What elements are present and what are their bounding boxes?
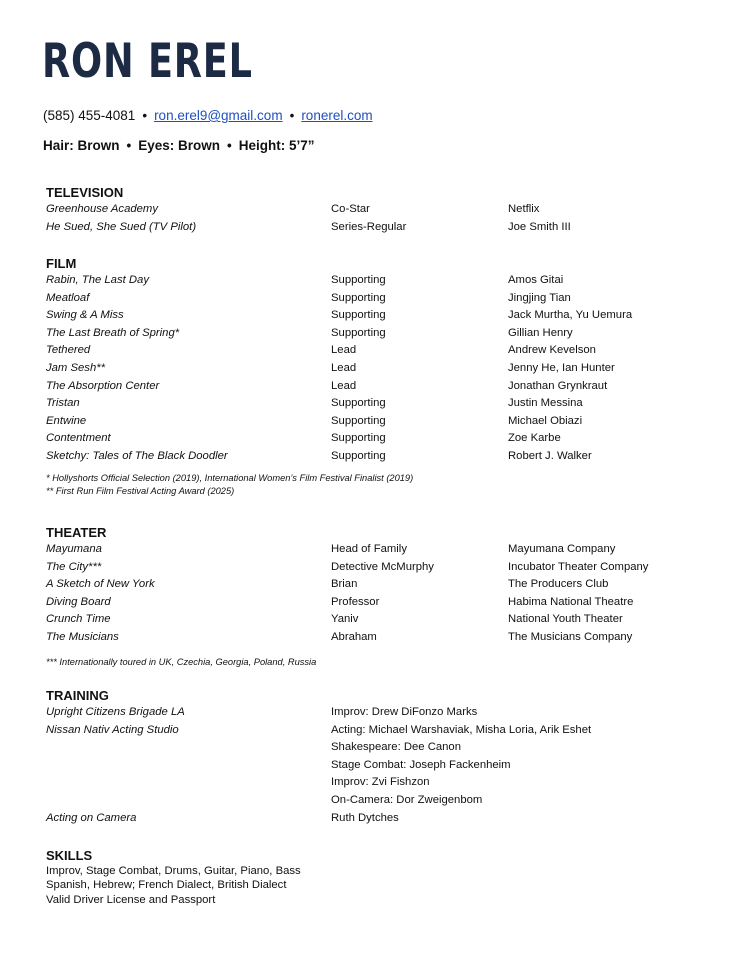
project-title: The Musicians (46, 630, 119, 643)
hair-stat: Hair: Brown (43, 138, 120, 153)
separator-dot: • (126, 138, 132, 153)
project-title: Sketchy: Tales of The Black Doodler (46, 449, 228, 462)
role: Series-Regular (331, 220, 407, 233)
role: Co-Star (331, 203, 370, 215)
credit-row (46, 219, 726, 237)
credit-row (46, 757, 726, 775)
credits-list (46, 541, 726, 647)
company: Gillian Henry (508, 326, 573, 339)
company: Jingjing Tian (508, 291, 571, 304)
separator-dot: • (227, 138, 232, 153)
credit-row (46, 810, 726, 828)
actor-name: RON EREL (42, 34, 253, 89)
credit-row (46, 413, 726, 431)
instructor: Improv: Drew DiFonzo Marks (331, 706, 478, 718)
credit-row (46, 559, 726, 577)
instructor: Improv: Zvi Fishzon (331, 776, 430, 789)
section-heading: FILM (46, 256, 77, 271)
section-heading: TELEVISION (46, 185, 124, 200)
credits-list (46, 272, 726, 466)
section-heading: TRAINING (46, 688, 109, 703)
company: Andrew Kevelson (508, 344, 596, 357)
instructor: Shakespeare: Dee Canon (331, 741, 462, 754)
footnote: * Hollyshorts Official Selection (2019), International Women’s Film Festival Finalist (2019) (46, 472, 414, 483)
film-section (46, 255, 726, 498)
section-heading: THEATER (46, 525, 107, 540)
company: Incubator Theater Company (508, 560, 649, 573)
project-title: Diving Board (46, 595, 111, 608)
height-stat: Height: 5’7” (238, 138, 315, 153)
separator-dot: • (289, 108, 295, 123)
credit-row (46, 395, 726, 413)
credit-row (46, 629, 726, 647)
role: Supporting (331, 432, 386, 445)
role: Professor (331, 595, 380, 608)
school: Acting on Camera (46, 811, 137, 824)
role: Yaniv (331, 613, 359, 626)
project-title: Tristan (46, 397, 80, 410)
role: Supporting (331, 397, 386, 410)
instructor: Ruth Dytches (331, 811, 399, 824)
company: The Producers Club (508, 578, 609, 591)
phone-number: (585) 455-4081 (43, 108, 136, 123)
school: Upright Citizens Brigade LA (46, 706, 185, 718)
role: Brian (331, 578, 358, 591)
separator-dot: • (142, 108, 148, 123)
project-title: Tethered (46, 344, 91, 357)
company: Netflix (508, 203, 540, 215)
credit-row (46, 576, 726, 594)
role: Abraham (331, 630, 377, 643)
credit-row (46, 272, 726, 290)
website-link[interactable]: ronerel.com (301, 108, 373, 123)
project-title: A Sketch of New York (46, 578, 155, 591)
credit-row (46, 448, 726, 466)
project-title: Mayumana (46, 543, 102, 555)
footnote: *** Internationally toured in UK, Czechia, Georgia, Poland, Russia (46, 656, 317, 667)
credit-row (46, 611, 726, 629)
credits-list (46, 201, 726, 236)
television-section (46, 184, 726, 236)
role: Detective McMurphy (331, 560, 434, 573)
role: Head of Family (331, 543, 407, 555)
company: Justin Messina (508, 397, 583, 410)
credit-row (46, 342, 726, 360)
credits-list (46, 704, 726, 827)
role: Supporting (331, 326, 386, 339)
credit-row (46, 792, 726, 810)
project-title: Rabin, The Last Day (46, 274, 149, 286)
school: Nissan Nativ Acting Studio (46, 723, 179, 736)
company: Joe Smith III (508, 220, 571, 233)
project-title: Swing & A Miss (46, 309, 124, 322)
instructor: On-Camera: Dor Zweigenbom (331, 793, 483, 806)
credit-row (46, 722, 726, 740)
company: Robert J. Walker (508, 449, 592, 462)
project-title: He Sued, She Sued (TV Pilot) (46, 220, 197, 233)
skills-section (46, 847, 726, 907)
section-heading: SKILLS (46, 848, 93, 863)
credit-row (46, 360, 726, 378)
credit-row (46, 704, 726, 722)
skills-line: Valid Driver License and Passport (46, 893, 216, 906)
project-title: The City*** (46, 560, 102, 573)
company: Mayumana Company (508, 543, 616, 555)
skills-line: Spanish, Hebrew; French Dialect, British Dialect (46, 879, 287, 892)
company: National Youth Theater (508, 613, 623, 626)
contact-line (43, 108, 373, 123)
project-title: Contentment (46, 432, 111, 445)
instructor: Acting: Michael Warshaviak, Misha Loria, Arik Eshet (331, 723, 592, 736)
credit-row (46, 774, 726, 792)
credit-row (46, 739, 726, 757)
instructor: Stage Combat: Joseph Fackenheim (331, 758, 511, 771)
role: Lead (331, 361, 357, 374)
credit-row (46, 378, 726, 396)
company: Jenny He, Ian Hunter (508, 361, 615, 374)
project-title: The Last Breath of Spring* (46, 326, 180, 339)
role: Lead (331, 344, 357, 357)
company: Amos Gitai (508, 274, 564, 286)
credit-row (46, 201, 726, 219)
credit-row (46, 325, 726, 343)
theater-section (46, 524, 726, 669)
project-title: Jam Sesh** (46, 361, 106, 374)
project-title: Entwine (46, 414, 87, 427)
company: Jack Murtha, Yu Uemura (508, 309, 633, 322)
physical-stats (43, 138, 315, 153)
credit-row (46, 290, 726, 308)
role: Supporting (331, 274, 386, 286)
company: Jonathan Grynkraut (508, 379, 608, 392)
company: Habima National Theatre (508, 595, 634, 608)
credit-row (46, 541, 726, 559)
project-title: Meatloaf (46, 291, 90, 304)
company: Zoe Karbe (508, 432, 561, 445)
eyes-stat: Eyes: Brown (138, 138, 221, 153)
role: Supporting (331, 414, 386, 427)
project-title: Crunch Time (46, 613, 111, 626)
role: Supporting (331, 291, 386, 304)
credit-row (46, 307, 726, 325)
footnote: ** First Run Film Festival Acting Award (2025) (46, 485, 235, 496)
credit-row (46, 430, 726, 448)
company: Michael Obiazi (508, 414, 583, 427)
role: Supporting (331, 309, 386, 322)
role: Lead (331, 379, 357, 392)
email-link[interactable]: ron.erel9@gmail.com (154, 108, 283, 123)
company: The Musicians Company (508, 630, 633, 643)
project-title: Greenhouse Academy (46, 203, 158, 215)
project-title: The Absorption Center (46, 379, 160, 392)
credit-row (46, 594, 726, 612)
training-section (46, 687, 726, 827)
role: Supporting (331, 449, 386, 462)
skills-line: Improv, Stage Combat, Drums, Guitar, Piano, Bass (46, 865, 301, 877)
